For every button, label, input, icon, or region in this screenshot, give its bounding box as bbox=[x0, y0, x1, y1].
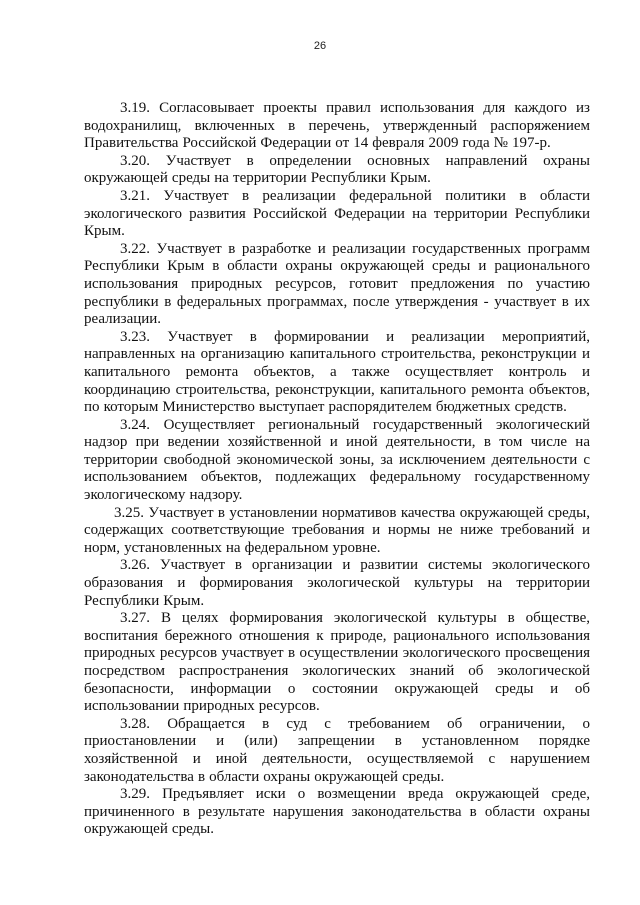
paragraph-3-27: 3.27. В целях формирования экологической культуры в обществе, воспитания бережного отношения к природе, рационального использования природных ресурсов участвует в осуществлении экологического просвещения посредством распространения экологических знаний об экологической безопасности, информации о состоянии окружающей среды и об использовании природных ресурсов. bbox=[84, 610, 590, 715]
paragraph-3-22: 3.22. Участвует в разработке и реализации государственных программ Республики Крым в области охраны окружающей среды и рационального использования природных ресурсов, готовит предложения по участию республики в федеральных программах, после утверждения - участвует в их реализации. bbox=[84, 240, 590, 328]
paragraph-3-20: 3.20. Участвует в определении основных направлений охраны окружающей среды на территории Республики Крым. bbox=[84, 152, 590, 187]
paragraph-3-29: 3.29. Предъявляет иски о возмещении вреда окружающей среде, причиненного в результате нарушения законодательства в области охраны окружающей среды. bbox=[84, 786, 590, 838]
paragraph-3-24: 3.24. Осуществляет региональный государственный экологический надзор при ведении хозяйственной и иной деятельности, в том числе на территории свободной экономической зоны, за исключением деятельности с использованием объектов, подлежащих федеральному государственному экологическому надзору. bbox=[84, 416, 590, 504]
document-body bbox=[84, 100, 590, 839]
paragraph-3-23: 3.23. Участвует в формировании и реализации мероприятий, направленных на организацию капитального строительства, реконструкции и капитального ремонта объектов, а также осуществляет контроль и координацию строительства, реконструкции, капитального ремонта объектов, по которым Министерство выступает распорядителем бюджетных средств. bbox=[84, 328, 590, 416]
paragraph-3-26: 3.26. Участвует в организации и развитии системы экологического образования и формирования экологической культуры на территории Республики Крым. bbox=[84, 557, 590, 609]
paragraph-3-25: 3.25. Участвует в установлении нормативов качества окружающей среды, содержащих соответствующие требования и нормы не ниже требований и норм, установленных на федеральном уровне. bbox=[84, 504, 590, 556]
paragraph-3-19: 3.19. Согласовывает проекты правил использования для каждого из водохранилищ, включенных в перечень, утвержденный распоряжением Правительства Российской Федерации от 14 февраля 2009 года № 197-р. bbox=[84, 100, 590, 152]
paragraph-3-21: 3.21. Участвует в реализации федеральной политики в области экологического развития Российской Федерации на территории Республики Крым. bbox=[84, 187, 590, 240]
paragraph-3-28: 3.28. Обращается в суд с требованием об ограничении, о приостановлении и (или) запрещении в установленном порядке хозяйственной и иной деятельности, осуществляемой с нарушением законодательства в области охраны окружающей среды. bbox=[84, 715, 590, 785]
page-number: 26 bbox=[313, 40, 327, 52]
